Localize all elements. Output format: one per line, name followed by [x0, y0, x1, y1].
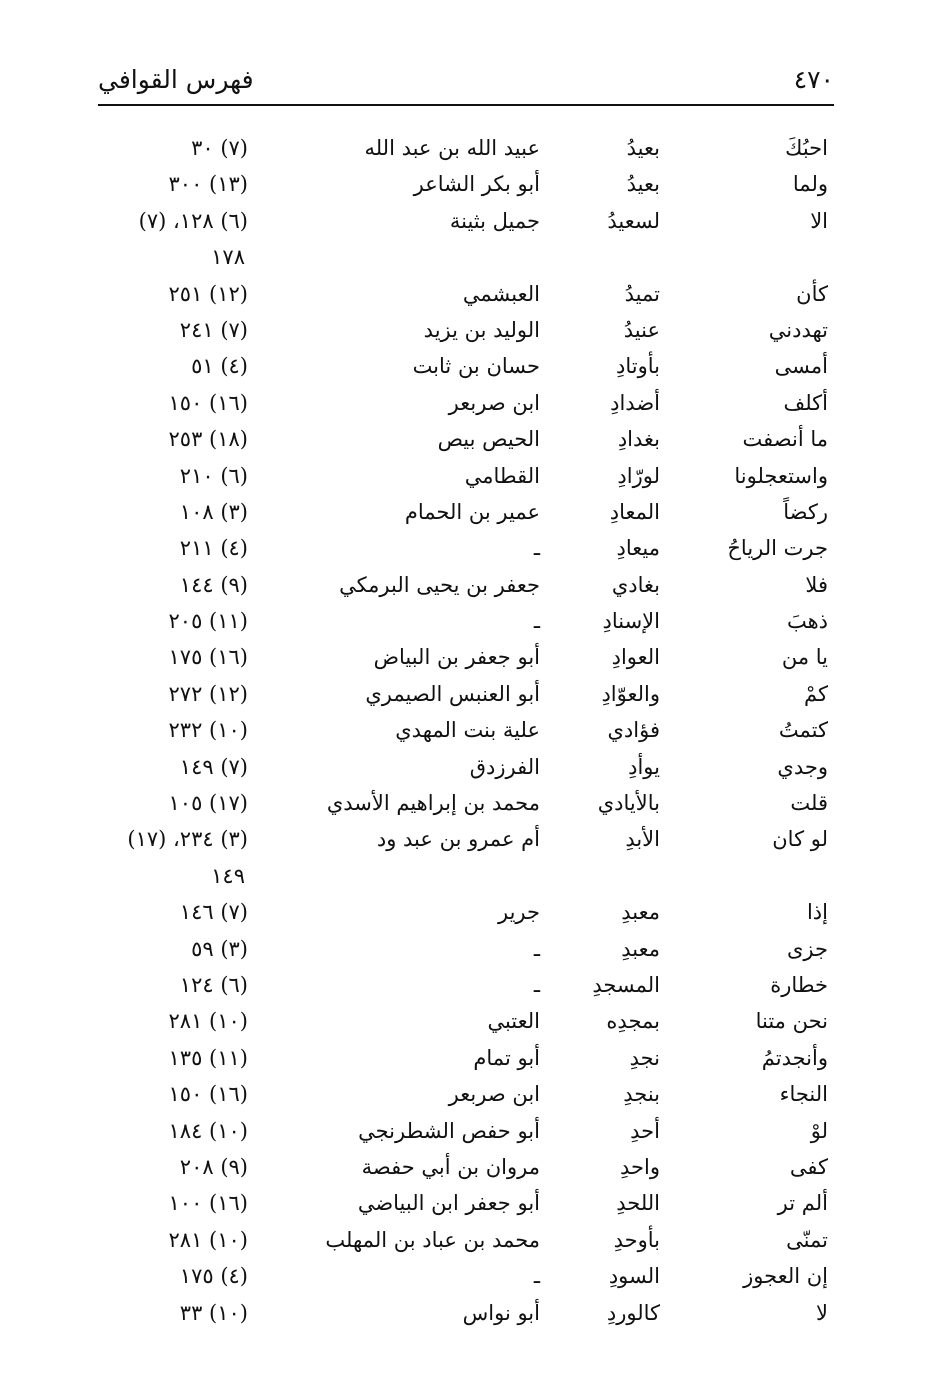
- opening-word-cell: ما أنصفت: [742, 427, 828, 452]
- table-row: [90, 1149, 840, 1185]
- opening-word-cell: النجاء: [779, 1082, 828, 1107]
- reference-cell: (١٠) ٢٨١: [168, 1009, 248, 1034]
- reference-cell: (١١) ٢٠٥: [168, 609, 248, 634]
- poet-name-cell: ـ: [533, 609, 540, 634]
- reference-cell: (٦) ٢١٠: [179, 463, 248, 488]
- rhyme-word-cell: عنيدُ: [623, 317, 660, 342]
- poet-name-cell: ـ: [533, 1264, 540, 1289]
- rhyme-word-cell: السودِ: [608, 1264, 660, 1289]
- table-row: [90, 166, 840, 202]
- rhyme-word-cell: نجدِ: [629, 1045, 660, 1070]
- opening-word-cell: جرت الرياحُ: [727, 536, 828, 561]
- opening-word-cell: وأنجدتمُ: [761, 1045, 828, 1070]
- reference-cell: (١١) ١٣٥: [168, 1045, 248, 1070]
- poet-name-cell: ـ: [533, 972, 540, 997]
- table-row: [90, 1222, 840, 1258]
- opening-word-cell: نحن متنا: [755, 1009, 828, 1034]
- rhyme-index-table: [90, 130, 840, 1331]
- table-row: [90, 276, 840, 312]
- rhyme-word-cell: بعيدُ: [626, 172, 660, 197]
- poet-name-cell: جرير: [498, 900, 540, 925]
- page-header: [98, 60, 834, 100]
- opening-word-cell: إن العجوز: [743, 1264, 828, 1289]
- opening-word-cell: خطارة: [770, 972, 828, 997]
- rhyme-word-cell: الإسنادِ: [602, 609, 660, 634]
- rhyme-word-cell: بمجدِه: [606, 1009, 660, 1034]
- rhyme-word-cell: بغادي: [611, 572, 660, 597]
- table-row: [90, 203, 840, 239]
- table-row: [90, 931, 840, 967]
- poet-name-cell: العبشمي: [462, 281, 540, 306]
- reference-cell: (٣) ٥٩: [191, 936, 248, 961]
- rhyme-word-cell: أضدادِ: [610, 390, 660, 415]
- poet-name-cell: أبو حفص الشطرنجي: [358, 1118, 540, 1143]
- opening-word-cell: فلا: [805, 572, 828, 597]
- poet-name-cell: الوليد بن يزيد: [423, 317, 540, 342]
- opening-word-cell: إذا: [806, 900, 828, 925]
- table-row: [90, 130, 840, 166]
- poet-name-cell: الفرزدق: [469, 754, 540, 779]
- table-row: [90, 1003, 840, 1039]
- rhyme-word-cell: لسعيدُ: [607, 208, 660, 233]
- rhyme-word-cell: اللحدِ: [616, 1191, 660, 1216]
- table-row: [90, 494, 840, 530]
- table-row: [90, 603, 840, 639]
- reference-cell: ١٧٨: [211, 245, 245, 270]
- opening-word-cell: واستعجلونا: [734, 463, 828, 488]
- table-row: [90, 1295, 840, 1331]
- table-row: [90, 785, 840, 821]
- opening-word-cell: جزى: [786, 936, 828, 961]
- rhyme-word-cell: بنجدِ: [623, 1082, 660, 1107]
- opening-word-cell: لوْ: [810, 1118, 828, 1143]
- table-row: [90, 676, 840, 712]
- table-row: [90, 1076, 840, 1112]
- rhyme-word-cell: الأبدِ: [625, 827, 660, 852]
- reference-cell: (٣) ٢٣٤، (١٧): [127, 827, 248, 852]
- reference-cell: (٦) ١٢٤: [179, 972, 248, 997]
- table-row: [90, 348, 840, 384]
- reference-cell: (٩) ٢٠٨: [179, 1154, 248, 1179]
- opening-word-cell: لا: [816, 1300, 828, 1325]
- poet-name-cell: ـ: [533, 536, 540, 561]
- opening-word-cell: كمْ: [804, 681, 828, 706]
- poet-name-cell: حسان بن ثابت: [412, 354, 540, 379]
- reference-cell: (١٠) ٢٨١: [168, 1227, 248, 1252]
- rhyme-word-cell: معبدِ: [621, 900, 660, 925]
- reference-cell: (٧) ٢٤١: [179, 317, 248, 342]
- rhyme-word-cell: فؤادي: [607, 718, 660, 743]
- reference-cell: (١٠) ٢٣٢: [168, 718, 248, 743]
- header-rule: [98, 104, 834, 106]
- poet-name-cell: أبو العنبس الصيمري: [365, 681, 540, 706]
- table-row: [90, 1185, 840, 1221]
- poet-name-cell: أبو تمام: [473, 1045, 540, 1070]
- poet-name-cell: جعفر بن يحيى البرمكي: [339, 572, 540, 597]
- rhyme-word-cell: بأوتادِ: [616, 354, 660, 379]
- rhyme-word-cell: بأوحدِ: [613, 1227, 660, 1252]
- rhyme-word-cell: ميعادِ: [616, 536, 660, 561]
- table-row: [90, 312, 840, 348]
- table-row: [90, 894, 840, 930]
- rhyme-word-cell: بالأيادي: [597, 791, 660, 816]
- reference-cell: (٩) ١٤٤: [179, 572, 248, 597]
- table-row: [90, 749, 840, 785]
- page-title: فهرس القوافي: [98, 65, 254, 94]
- reference-cell: (١٢) ٢٧٢: [168, 681, 248, 706]
- reference-cell: (٧) ٣٠: [191, 136, 248, 160]
- poet-name-cell: جميل بثينة: [449, 208, 540, 233]
- opening-word-cell: يا من: [781, 645, 828, 670]
- poet-name-cell: عمير بن الحمام: [404, 499, 540, 524]
- opening-word-cell: احبُكَ: [785, 136, 828, 160]
- poet-name-cell: مروان بن أبي حفصة: [361, 1154, 540, 1179]
- reference-cell: (٤) ٢١١: [179, 536, 248, 561]
- reference-cell: (٤) ٥١: [191, 354, 248, 379]
- table-row: [90, 458, 840, 494]
- reference-cell: (٧) ١٤٩: [179, 754, 248, 779]
- reference-cell: (٣) ١٠٨: [179, 499, 248, 524]
- rhyme-word-cell: أحدِ: [630, 1118, 660, 1143]
- reference-cell: (١٧) ١٠٥: [168, 791, 248, 816]
- rhyme-word-cell: العوادِ: [611, 645, 660, 670]
- rhyme-word-cell: المعادِ: [609, 499, 660, 524]
- rhyme-word-cell: كالوردِ: [606, 1300, 660, 1325]
- opening-word-cell: لو كان: [772, 827, 828, 852]
- opening-word-cell: تهددني: [768, 317, 828, 342]
- table-row: [90, 858, 840, 894]
- reference-cell: (١٨) ٢٥٣: [168, 427, 248, 452]
- poet-name-cell: محمد بن عباد بن المهلب: [325, 1227, 540, 1252]
- reference-cell: (١٣) ٣٠٠: [168, 172, 248, 197]
- reference-cell: (١٠) ٣٣: [179, 1300, 248, 1325]
- table-row: [90, 530, 840, 566]
- poet-name-cell: عبيد الله بن عبد الله: [364, 136, 540, 160]
- table-row: [90, 421, 840, 457]
- reference-cell: (١٦) ١٥٠: [168, 390, 248, 415]
- opening-word-cell: أمسى: [774, 354, 828, 379]
- rhyme-word-cell: يوأدِ: [628, 754, 660, 779]
- opening-word-cell: كتمتُ: [778, 718, 828, 743]
- poet-name-cell: ابن صربعر: [448, 390, 540, 415]
- table-row: [90, 967, 840, 1003]
- poet-name-cell: القطامي: [464, 463, 540, 488]
- reference-cell: (٤) ١٧٥: [179, 1264, 248, 1289]
- rhyme-word-cell: بعيدُ: [626, 136, 660, 160]
- page-number: ٤٧٠: [793, 65, 834, 94]
- opening-word-cell: ولما: [792, 172, 828, 197]
- opening-word-cell: كفى: [789, 1154, 828, 1179]
- poet-name-cell: الحيص بيص: [437, 427, 540, 452]
- opening-word-cell: تمنّى: [786, 1227, 828, 1252]
- poet-name-cell: علية بنت المهدي: [395, 718, 540, 743]
- opening-word-cell: قلت: [790, 791, 828, 816]
- reference-cell: (١٦) ١٥٠: [168, 1082, 248, 1107]
- poet-name-cell: محمد بن إبراهيم الأسدي: [326, 791, 540, 816]
- opening-word-cell: أكلف: [783, 390, 828, 415]
- table-row: [90, 1040, 840, 1076]
- rhyme-word-cell: معبدِ: [621, 936, 660, 961]
- reference-cell: (١٦) ١٠٠: [168, 1191, 248, 1216]
- opening-word-cell: وجدي: [777, 754, 828, 779]
- opening-word-cell: الا: [810, 208, 828, 233]
- reference-cell: ١٤٩: [211, 863, 245, 888]
- poet-name-cell: أبو بكر الشاعر: [413, 172, 540, 197]
- reference-cell: (٦) ١٢٨، (٧): [138, 208, 248, 233]
- poet-name-cell: ابن صربعر: [448, 1082, 540, 1107]
- rhyme-word-cell: تميدُ: [624, 281, 660, 306]
- rhyme-word-cell: واحدِ: [620, 1154, 660, 1179]
- reference-cell: (٧) ١٤٦: [179, 900, 248, 925]
- table-row: [90, 1113, 840, 1149]
- poet-name-cell: أبو جعفر ابن البياضي: [357, 1191, 540, 1216]
- table-row: [90, 639, 840, 675]
- table-row: [90, 821, 840, 857]
- reference-cell: (١٦) ١٧٥: [168, 645, 248, 670]
- rhyme-word-cell: المسجدِ: [592, 972, 660, 997]
- rhyme-word-cell: لورّادِ: [617, 463, 660, 488]
- opening-word-cell: ذهبَ: [786, 609, 828, 634]
- table-row: [90, 1258, 840, 1294]
- opening-word-cell: ألم تر: [777, 1191, 828, 1216]
- poet-name-cell: العتبي: [487, 1009, 540, 1034]
- poet-name-cell: أبو جعفر بن البياض: [373, 645, 540, 670]
- table-row: [90, 712, 840, 748]
- opening-word-cell: ركضاً: [783, 499, 828, 524]
- table-row: [90, 385, 840, 421]
- rhyme-word-cell: بغدادِ: [617, 427, 660, 452]
- poet-name-cell: ـ: [533, 936, 540, 961]
- rhyme-word-cell: والعوّادِ: [601, 681, 660, 706]
- poet-name-cell: أم عمرو بن عبد ود: [376, 827, 540, 852]
- opening-word-cell: كأن: [796, 281, 828, 306]
- table-row: [90, 239, 840, 275]
- poet-name-cell: أبو نواس: [462, 1300, 540, 1325]
- table-row: [90, 567, 840, 603]
- reference-cell: (١٢) ٢٥١: [168, 281, 248, 306]
- reference-cell: (١٠) ١٨٤: [168, 1118, 248, 1143]
